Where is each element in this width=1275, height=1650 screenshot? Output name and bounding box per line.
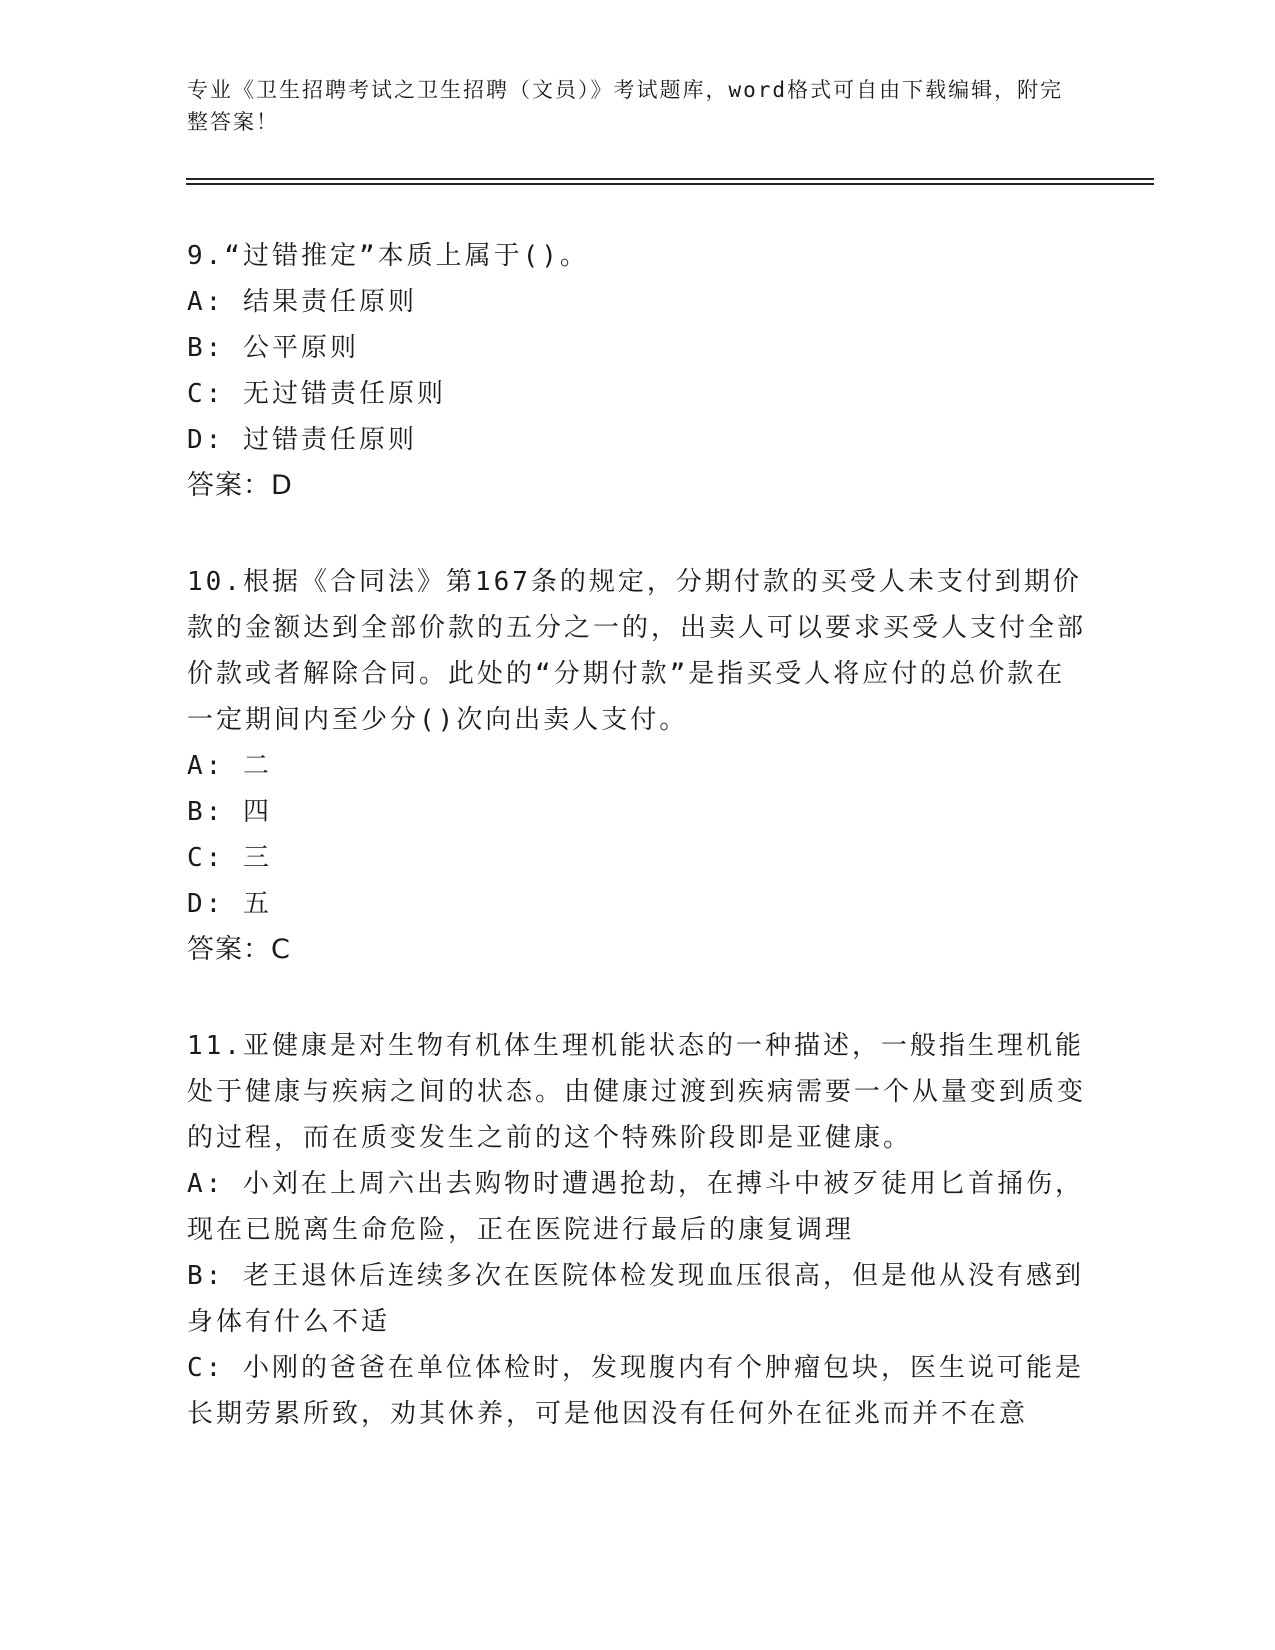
answer-line: 答案：D <box>187 470 293 501</box>
option-a: A: 二 <box>187 751 272 781</box>
option-c: C: 无过错责任原则 <box>187 379 446 409</box>
header-divider-bottom <box>186 183 1154 185</box>
option-d: D: 过错责任原则 <box>187 425 417 455</box>
document-header <box>187 74 1067 138</box>
question-10 <box>187 559 1087 973</box>
question-stem: 11.亚健康是对生物有机体生理机能状态的一种描述，一般指生理机能处于健康与疾病之间的状态。由健康过渡到疾病需要一个从量变到质变的过程，而在质变发生之前的这个特殊阶段即是亚健康。 <box>187 1031 1087 1153</box>
question-stem: 10.根据《合同法》第167条的规定，分期付款的买受人未支付到期价款的金额达到全部价款的五分之一的，出卖人可以要求买受人支付全部价款或者解除合同。此处的“分期付款”是指买受人将应付的总价款在一定期间内至少分()次向出卖人支付。 <box>187 567 1087 735</box>
header-text: 专业《卫生招聘考试之卫生招聘（文员）》考试题库，word格式可自由下载编辑，附完整答案！ <box>187 78 1064 134</box>
option-b: B: 四 <box>187 797 272 827</box>
option-a: A: 结果责任原则 <box>187 287 417 317</box>
option-a: A: 小刘在上周六出去购物时遭遇抢劫，在搏斗中被歹徒用匕首捅伤，现在已脱离生命危险，正在医院进行最后的康复调理 <box>187 1169 1084 1245</box>
question-11 <box>187 1023 1087 1437</box>
header-divider-top <box>186 178 1154 180</box>
question-stem: 9.“过错推定”本质上属于()。 <box>187 241 589 271</box>
option-c: C: 三 <box>187 843 272 873</box>
option-c: C: 小刚的爸爸在单位体检时，发现腹内有个肿瘤包块，医生说可能是长期劳累所致，劝其休养，可是他因没有任何外在征兆而并不在意 <box>187 1353 1084 1429</box>
question-9 <box>187 233 1087 509</box>
option-d: D: 五 <box>187 889 272 919</box>
answer-line: 答案：C <box>187 934 291 965</box>
question-list <box>187 233 1087 1487</box>
option-b: B: 公平原则 <box>187 333 359 363</box>
option-b: B: 老王退休后连续多次在医院体检发现血压很高，但是他从没有感到身体有什么不适 <box>187 1261 1084 1337</box>
